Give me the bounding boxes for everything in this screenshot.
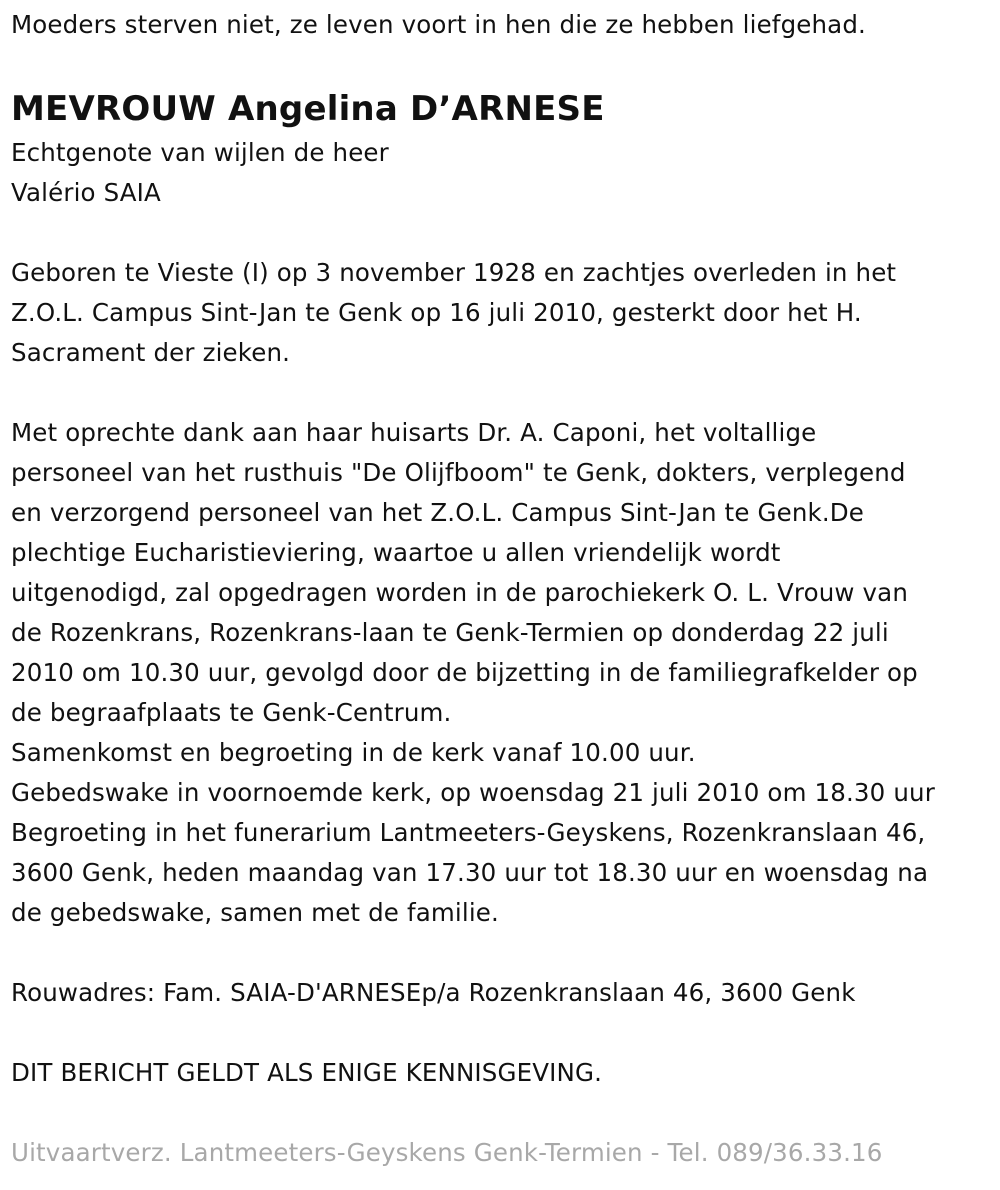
- thanks-line: en verzorgend personeel van het Z.O.L. Campus Sint-Jan te Genk.De: [11, 498, 865, 527]
- thanks-line: de gebedswake, samen met de familie.: [11, 898, 499, 927]
- funeral-home-footer: Uitvaartverz. Lantmeeters-Geyskens Genk-Termien - Tel. 089/36.33.16: [11, 1138, 883, 1167]
- thanks-line: 2010 om 10.30 uur, gevolgd door de bijzetting in de familiegrafkelder op: [11, 658, 918, 687]
- thanks-line: de begraafplaats te Genk-Centrum.: [11, 698, 452, 727]
- mourning-address: Rouwadres: Fam. SAIA-D'ARNESEp/a Rozenkranslaan 46, 3600 Genk: [11, 978, 856, 1007]
- birth-line: Sacrament der zieken.: [11, 338, 291, 367]
- thanks-line: Samenkomst en begroeting in de kerk vanaf 10.00 uur.: [11, 738, 696, 767]
- thanks-line: plechtige Eucharistieviering, waartoe u allen vriendelijk wordt: [11, 538, 781, 567]
- thanks-line: 3600 Genk, heden maandag van 17.30 uur tot 18.30 uur en woensdag na: [11, 858, 929, 887]
- spouse-name: Valério SAIA: [11, 178, 161, 207]
- birth-paragraph: [11, 253, 996, 373]
- thanks-line: Met oprechte dank aan haar huisarts Dr. A. Caponi, het voltallige: [11, 418, 817, 447]
- thanks-line: de Rozenkrans, Rozenkrans-laan te Genk-Termien op donderdag 22 juli: [11, 618, 889, 647]
- obituary-notice: [11, 0, 996, 1173]
- birth-line: Z.O.L. Campus Sint-Jan te Genk op 16 juli 2010, gesterkt door het H.: [11, 298, 862, 327]
- deceased-name: MEVROUW Angelina D’ARNESE: [11, 89, 605, 129]
- thanks-paragraph: [11, 413, 996, 933]
- motto-text: Moeders sterven niet, ze leven voort in hen die ze hebben liefgehad.: [11, 10, 866, 39]
- spouse-label: Echtgenote van wijlen de heer: [11, 138, 389, 167]
- thanks-line: personeel van het rusthuis "De Olijfboom" te Genk, dokters, verplegend: [11, 458, 906, 487]
- thanks-line: Gebedswake in voornoemde kerk, op woensdag 21 juli 2010 om 18.30 uur: [11, 778, 935, 807]
- official-notice-statement: DIT BERICHT GELDT ALS ENIGE KENNISGEVING.: [11, 1058, 603, 1087]
- thanks-line: uitgenodigd, zal opgedragen worden in de parochiekerk O. L. Vrouw van: [11, 578, 909, 607]
- birth-line: Geboren te Vieste (I) op 3 november 1928 en zachtjes overleden in het: [11, 258, 897, 287]
- thanks-line: Begroeting in het funerarium Lantmeeters-Geyskens, Rozenkranslaan 46,: [11, 818, 926, 847]
